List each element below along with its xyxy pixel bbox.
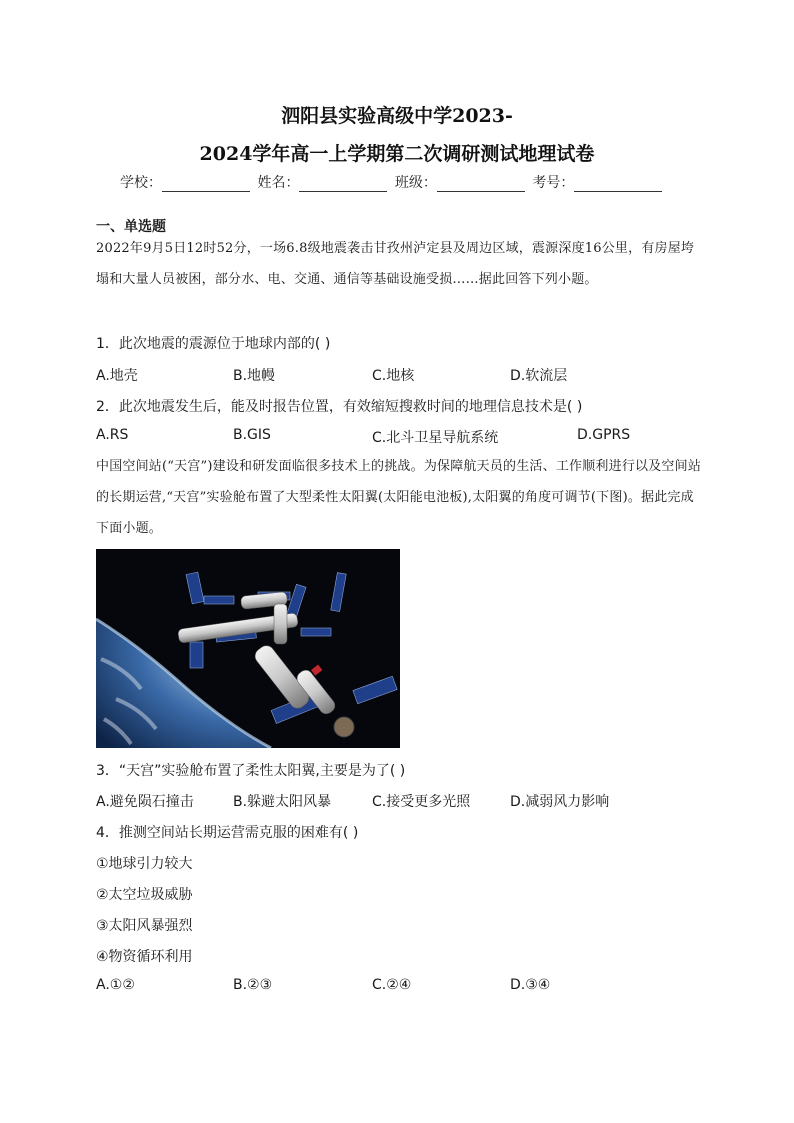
q3-option-b: B.躲避太阳风暴 — [233, 794, 332, 810]
passage-space-station: 中国空间站(“天宫”)建设和研发面临很多技术上的挑战。为保障航天员的生活、工作顺利进行以及空间站的长期运营,“天宫”实验舱布置了大型柔性太阳翼(太阳能电池板),太阳翼的角度可调节(下图)。据此完成下面小题。 — [96, 459, 702, 536]
question-3-stem: 3．“天宫”实验舱布置了柔性太阳翼,主要是为了( ) — [96, 763, 406, 779]
student-info-row — [120, 172, 665, 192]
q4-option-c: C.②④ — [372, 977, 412, 993]
class-label: 班级： — [394, 175, 437, 191]
q4-statement-3: ③太阳风暴强烈 — [96, 918, 193, 934]
exam-title-line2: 2024学年高一上学期第二次调研测试地理试卷 — [199, 143, 595, 165]
q1-option-c: C.地核 — [372, 368, 415, 384]
section-heading: 一、单选题 — [96, 219, 166, 235]
q1-option-a: A.地壳 — [96, 368, 138, 384]
name-blank[interactable] — [299, 177, 387, 192]
q4-option-a: A.①② — [96, 977, 135, 993]
school-label: 学校： — [120, 175, 162, 191]
name-label: 姓名： — [257, 175, 300, 191]
q4-statement-1: ①地球引力较大 — [96, 856, 193, 872]
space-station-illustration — [96, 549, 400, 748]
question-4-stem: 4．推测空间站长期运营需克服的困难有( ) — [96, 825, 359, 841]
q1-option-b: B.地幔 — [233, 368, 276, 384]
q4-option-d: D.③④ — [510, 977, 551, 993]
q2-option-d: D.GPRS — [577, 427, 631, 443]
q2-option-c: C.北斗卫星导航系统 — [372, 430, 499, 446]
exam-title-line1: 泗阳县实验高级中学2023- — [281, 105, 513, 127]
q3-option-d: D.减弱风力影响 — [510, 794, 610, 810]
exam-no-label: 考号： — [532, 175, 575, 191]
q4-statement-4: ④物资循环利用 — [96, 949, 193, 965]
question-1-stem: 1．此次地震的震源位于地球内部的( ) — [96, 336, 331, 352]
q2-option-b: B.GIS — [233, 427, 271, 443]
exam-no-blank[interactable] — [574, 177, 662, 192]
passage-earthquake: 2022年9月5日12时52分，一场6.8级地震袭击甘孜州泸定县及周边区域，震源深度16公里，有房屋垮塌和大量人员被困，部分水、电、交通、通信等基础设施受损……据此回答下列小题。 — [96, 241, 695, 287]
space-station-image — [96, 549, 400, 748]
q4-option-b: B.②③ — [233, 977, 273, 993]
q2-option-a: A.RS — [96, 427, 129, 443]
q1-option-d: D.软流层 — [510, 368, 568, 384]
q3-option-c: C.接受更多光照 — [372, 794, 471, 810]
question-2-stem: 2．此次地震发生后，能及时报告位置，有效缩短搜救时间的地理信息技术是( ) — [96, 399, 583, 415]
q3-option-a: A.避免陨石撞击 — [96, 794, 194, 810]
school-blank[interactable] — [162, 177, 250, 192]
q4-statement-2: ②太空垃圾威胁 — [96, 887, 193, 903]
class-blank[interactable] — [437, 177, 525, 192]
